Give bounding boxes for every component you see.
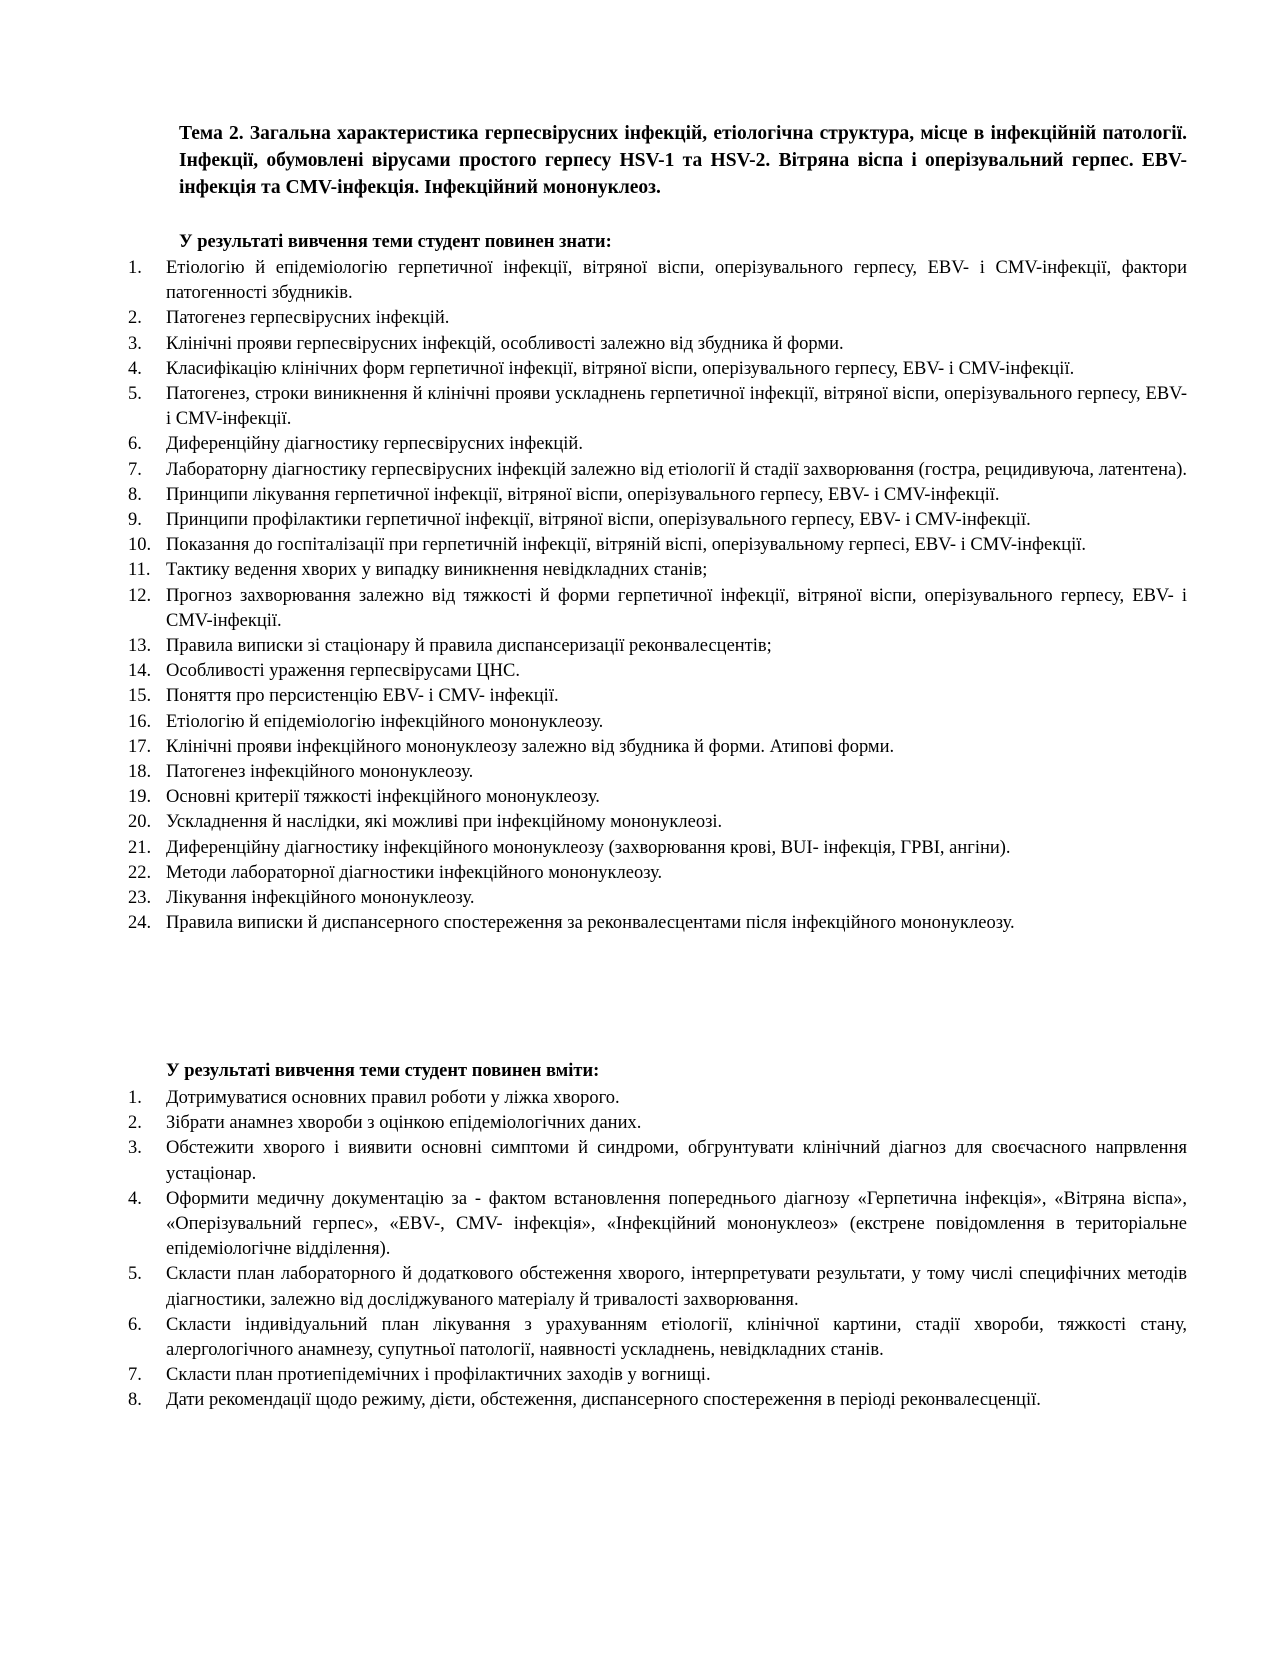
list-know xyxy=(128,256,1187,936)
list-item-number: 4. xyxy=(128,358,142,379)
list-item-number: 20. xyxy=(128,812,152,833)
list-item xyxy=(128,710,1187,735)
list-item xyxy=(128,432,1187,457)
list-item-text: Етіологію й епідеміологію інфекційного мононуклеозу. xyxy=(166,711,604,732)
list-item-number: 10. xyxy=(128,535,152,556)
list-item xyxy=(128,735,1187,760)
list-item-text: Правила виписки зі стаціонару й правила диспансеризації реконвалесцентів; xyxy=(166,636,772,657)
list-item xyxy=(128,508,1187,533)
list-item-number: 19. xyxy=(128,787,152,808)
list-item xyxy=(128,1388,1187,1413)
section-heading-know: У результаті вивчення теми студент повинен знати: xyxy=(179,232,612,252)
list-item-text: Прогноз захворювання залежно від тяжкості й форми герпетичної інфекції, вітряної віспи, оперізувального герпесу, EBV- і CMV-інфекції. xyxy=(166,585,1187,631)
list-item xyxy=(128,332,1187,357)
list-item xyxy=(128,886,1187,911)
list-item-number: 9. xyxy=(128,510,142,531)
list-item-number: 13. xyxy=(128,636,152,657)
list-item-number: 24. xyxy=(128,913,152,934)
list-item-number: 21. xyxy=(128,837,152,858)
list-item xyxy=(128,533,1187,558)
list-item-number: 6. xyxy=(128,1314,142,1335)
list-item xyxy=(128,382,1187,432)
list-item-text: Правила виписки й диспансерного спостереження за реконвалесцентами після інфекційного мононуклеозу. xyxy=(166,913,1015,934)
list-item-number: 5. xyxy=(128,1264,142,1285)
list-item xyxy=(128,1086,1187,1111)
list-item-text: Лікування інфекційного мононуклеозу. xyxy=(166,888,475,909)
list-item-text: Диференційну діагностику інфекційного мононуклеозу (захворювання крові, BUI- інфекція, ГРВІ, ангіни). xyxy=(166,837,1011,858)
list-item-text: Скласти план протиепідемічних і профілактичних заходів у вогнищі. xyxy=(166,1365,711,1386)
list-item xyxy=(128,810,1187,835)
list-item xyxy=(128,1136,1187,1186)
list-item xyxy=(128,558,1187,583)
list-item-text: Скласти план лабораторного й додаткового обстеження хворого, інтерпретувати результати, у тому числі специфічних методів діагностики, залежно від досліджуваного матеріалу й тривалості захворювання. xyxy=(166,1264,1187,1310)
list-item-number: 1. xyxy=(128,258,142,278)
list-item-text: Ускладнення й наслідки, які можливі при інфекційному мононуклеозі. xyxy=(166,812,723,833)
list-item-text: Поняття про персистенцію EBV- і CMV- інфекції. xyxy=(166,686,559,707)
list-item-text: Класифікацію клінічних форм герпетичної інфекції, вітряної віспи, оперізувального герпесу, EBV- і CMV-інфекції. xyxy=(166,358,1075,379)
list-item-text: Дати рекомендації щодо режиму, дієти, обстеження, диспансерного спостереження в періоді реконвалесценції. xyxy=(166,1390,1041,1411)
list-item xyxy=(128,785,1187,810)
list-item xyxy=(128,684,1187,709)
list-item-number: 14. xyxy=(128,661,152,682)
list-item-text: Лабораторну діагностику герпесвірусних інфекцій залежно від етіології й стадії захворювання (гостра, рецидивуюча, латентена). xyxy=(166,459,1187,480)
list-item-text: Етіологію й епідеміологію герпетичної інфекції, вітряної віспи, оперізувального герпесу, EBV- і CMV-інфекції, фактори патогенності збудників. xyxy=(166,258,1187,304)
list-item-number: 15. xyxy=(128,686,152,707)
list-item-number: 1. xyxy=(128,1088,142,1108)
list-can xyxy=(128,1086,1187,1414)
list-item-text: Особливості ураження герпесвірусами ЦНС. xyxy=(166,661,520,682)
list-item-text: Основні критерії тяжкості інфекційного мононуклеозу. xyxy=(166,787,600,808)
list-item-number: 7. xyxy=(128,459,142,480)
list-item-text: Патогенез герпесвірусних інфекцій. xyxy=(166,308,450,329)
section-heading-can: У результаті вивчення теми студент повинен вміти: xyxy=(166,1061,600,1081)
list-item xyxy=(128,584,1187,634)
list-item-text: Принципи лікування герпетичної інфекції, вітряної віспи, оперізувального герпесу, EBV- і CMV-інфекції. xyxy=(166,484,1000,505)
list-item-number: 11. xyxy=(128,560,151,581)
list-item xyxy=(128,1111,1187,1136)
list-item-text: Скласти індивідуальний план лікування з урахуванням етіології, клінічної картини, стадії хвороби, тяжкості стану, алергологічного анамнезу, супутньої патології, наявності ускладнень, невідкладних станів. xyxy=(166,1314,1187,1361)
list-item-text: Обстежити хворого і виявити основні симптоми й синдроми, обгрунтувати клінічний діагноз для своєчасного напрвлення устаціонар. xyxy=(166,1138,1187,1184)
list-item-text: Показання до госпіталізації при герпетичній інфекції, вітряній віспі, оперізувальному герпесі, EBV- і CMV-інфекції. xyxy=(166,535,1087,556)
list-item-text: Патогенез інфекційного мононуклеозу. xyxy=(166,762,474,783)
list-item-text: Патогенез, строки виникнення й клінічні прояви ускладнень герпетичної інфекції, вітряної віспи, оперізувального герпесу, EBV- і CMV-інфекції. xyxy=(166,384,1187,430)
list-item xyxy=(128,911,1187,936)
list-item xyxy=(128,659,1187,684)
list-item-number: 2. xyxy=(128,1113,142,1134)
list-item xyxy=(128,458,1187,483)
list-item xyxy=(128,357,1187,382)
list-item xyxy=(128,483,1187,508)
list-item-text: Тактику ведення хворих у випадку виникнення невідкладних станів; xyxy=(166,560,708,581)
list-item xyxy=(128,1262,1187,1312)
list-item-number: 17. xyxy=(128,736,152,757)
list-item-text: Зібрати анамнез хвороби з оцінкою епідеміологічних даних. xyxy=(166,1113,642,1134)
list-item xyxy=(128,1187,1187,1263)
list-item xyxy=(128,256,1187,306)
list-item-text: Принципи профілактики герпетичної інфекції, вітряної віспи, оперізувального герпесу, EBV- і CMV-інфекції. xyxy=(166,510,1031,531)
list-item-number: 6. xyxy=(128,434,142,455)
list-item-number: 7. xyxy=(128,1365,142,1386)
list-item xyxy=(128,836,1187,861)
list-item-number: 12. xyxy=(128,585,152,606)
list-item-number: 23. xyxy=(128,888,152,909)
list-item-number: 18. xyxy=(128,762,152,783)
list-item-number: 2. xyxy=(128,308,142,329)
list-item-text: Методи лабораторної діагностики інфекційного мононуклеозу. xyxy=(166,862,663,883)
page-title: Тема 2. Загальна характеристика герпесвірусних інфекцій, етіологічна структура, місце в інфекційній патології. Інфекції, обумовлені вірусами простого герпесу HSV-1 та HSV-2. Вітряна віспа і оперізувальний герпес. EBV-інфекція та CMV-інфекція. Інфекційний мононуклеоз. xyxy=(179,123,1187,198)
list-item xyxy=(128,760,1187,785)
list-item-number: 16. xyxy=(128,711,152,732)
list-item xyxy=(128,306,1187,331)
list-item xyxy=(128,861,1187,886)
list-item-text: Диференційну діагностику герпесвірусних інфекцій. xyxy=(166,434,583,455)
list-item xyxy=(128,1363,1187,1388)
list-item-number: 4. xyxy=(128,1188,142,1209)
list-item-number: 3. xyxy=(128,1138,142,1159)
list-item xyxy=(128,634,1187,659)
list-item-number: 22. xyxy=(128,862,152,883)
list-item-text: Клінічні прояви інфекційного мононуклеозу залежно від збудника й форми. Атипові форми. xyxy=(166,736,895,757)
list-item-text: Оформити медичну документацію за - фактом встановлення попереднього діагнозу «Герпетична інфекція», «Вітряна віспа», «Оперізувальний герпес», «EBV-, CMV- інфекція», «Інфекційний мононуклеоз» (екстрене повідомлення в територіальне епідеміологічне відділення). xyxy=(166,1188,1187,1260)
list-item-text: Дотримуватися основних правил роботи у ліжка хворого. xyxy=(166,1088,620,1108)
list-item-number: 8. xyxy=(128,1390,142,1411)
list-item-number: 3. xyxy=(128,333,142,354)
list-item-number: 8. xyxy=(128,484,142,505)
list-item-text: Клінічні прояви герпесвірусних інфекцій, особливості залежно від збудника й форми. xyxy=(166,333,844,354)
list-item-number: 5. xyxy=(128,384,142,405)
list-item xyxy=(128,1313,1187,1363)
